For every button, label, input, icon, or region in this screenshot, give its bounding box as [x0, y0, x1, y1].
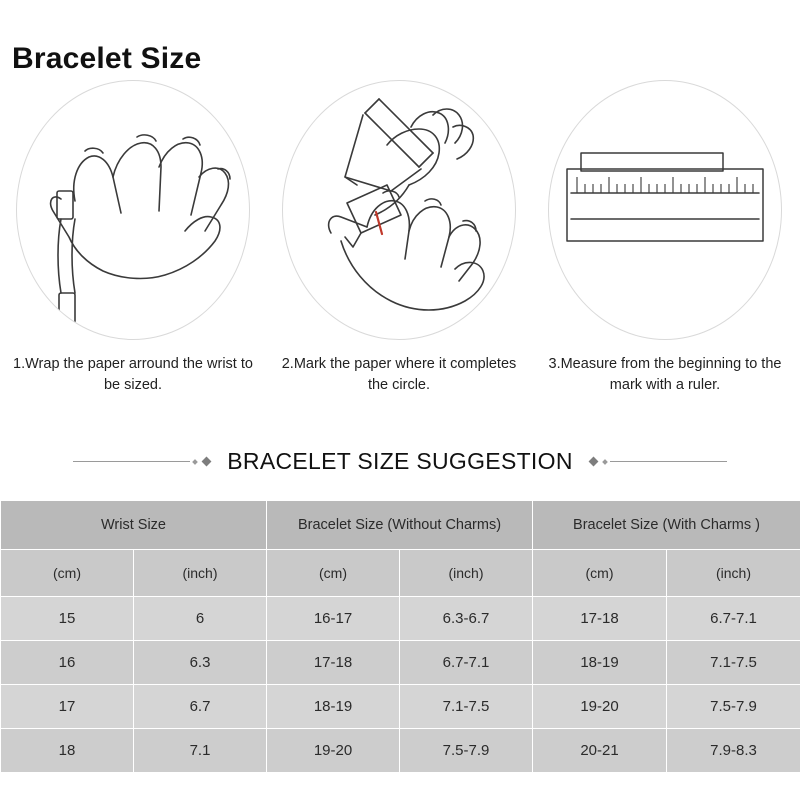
- step-2-illustration: [282, 80, 516, 340]
- step-1: [0, 80, 266, 396]
- ornament-dot-small: [602, 459, 608, 465]
- table-cell: 17-18: [533, 597, 667, 641]
- unit-cell: (inch): [667, 550, 800, 597]
- table-cell: 7.1-7.5: [400, 685, 533, 729]
- table-cell: 7.1-7.5: [667, 641, 800, 685]
- steps-row: [0, 80, 800, 396]
- step-1-illustration: [16, 80, 250, 340]
- table-row: [1, 729, 800, 773]
- unit-cell: (inch): [400, 550, 533, 597]
- suggestion-title: BRACELET SIZE SUGGESTION: [227, 448, 573, 474]
- table-cell: 7.5-7.9: [400, 729, 533, 773]
- table-cell: 6.3-6.7: [400, 597, 533, 641]
- step-3-illustration: [548, 80, 782, 340]
- unit-cell: (cm): [267, 550, 400, 597]
- ornament-dot: [202, 457, 212, 467]
- table-cell: 16-17: [267, 597, 400, 641]
- table-cell: 19-20: [267, 729, 400, 773]
- table-cell: 16: [1, 641, 134, 685]
- unit-cell: (cm): [533, 550, 667, 597]
- table-cell: 18: [1, 729, 134, 773]
- table-cell: 6.7-7.1: [400, 641, 533, 685]
- table-group-without-charms: Bracelet Size (Without Charms): [267, 501, 533, 550]
- table-cell: 18-19: [267, 685, 400, 729]
- step-3: [532, 80, 798, 396]
- table-group-wrist-size: Wrist Size: [1, 501, 267, 550]
- ornament-bar: [610, 461, 727, 462]
- table-cell: 6: [134, 597, 267, 641]
- table-cell: 20-21: [533, 729, 667, 773]
- table-cell: 18-19: [533, 641, 667, 685]
- table-cell: 7.1: [134, 729, 267, 773]
- ornament-bar: [73, 461, 190, 462]
- table-cell: 17: [1, 685, 134, 729]
- unit-cell: (cm): [1, 550, 134, 597]
- table-cell: 17-18: [267, 641, 400, 685]
- table-unit-row: [1, 550, 800, 597]
- ornament-right: [587, 458, 727, 465]
- table-cell: 19-20: [533, 685, 667, 729]
- pen-marking-paper-icon: [283, 81, 515, 339]
- ruler-measuring-icon: [549, 81, 781, 339]
- step-1-caption: 1.Wrap the paper arround the wrist to be sized.: [13, 356, 253, 394]
- table-cell: 15: [1, 597, 134, 641]
- table-cell: 6.7-7.1: [667, 597, 800, 641]
- table-group-header-row: [1, 501, 800, 550]
- table-cell: 6.7: [134, 685, 267, 729]
- ornament-left: [73, 458, 213, 465]
- suggestion-heading-row: [0, 448, 800, 475]
- hand-with-paper-strip-icon: [17, 81, 249, 339]
- table-group-with-charms: Bracelet Size (With Charms ): [533, 501, 800, 550]
- unit-cell: (inch): [134, 550, 267, 597]
- table-cell: 7.9-8.3: [667, 729, 800, 773]
- table-cell: 6.3: [134, 641, 267, 685]
- page-title: Bracelet Size: [12, 42, 202, 75]
- ornament-dot-small: [192, 459, 198, 465]
- step-3-caption: 3.Measure from the beginning to the mark with a ruler.: [548, 356, 782, 394]
- table-row: [1, 685, 800, 729]
- table-cell: 7.5-7.9: [667, 685, 800, 729]
- table-row: [1, 641, 800, 685]
- step-2-caption: 2.Mark the paper where it completes the circle.: [281, 356, 517, 394]
- size-table: [0, 500, 800, 773]
- step-2: [266, 80, 532, 396]
- ornament-dot: [588, 457, 598, 467]
- table-row: [1, 597, 800, 641]
